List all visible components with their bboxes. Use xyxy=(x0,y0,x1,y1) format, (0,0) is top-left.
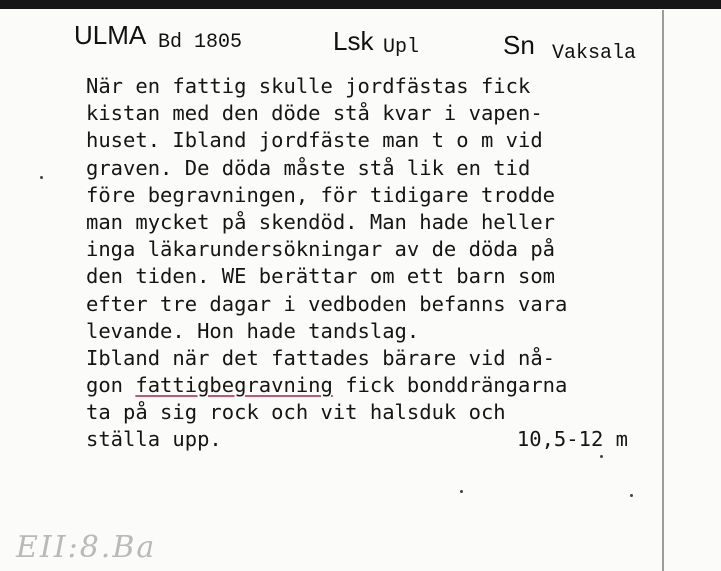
underlined-word: fattigbegravning xyxy=(135,373,333,398)
text-line-11: Ibland när det fattades bärare vid nå- xyxy=(86,345,555,370)
text-line-5: före begravningen, för tidigare trodde xyxy=(86,182,555,207)
speck xyxy=(460,490,463,493)
text-line-4: graven. De döda måste stå lik en tid xyxy=(86,155,531,180)
header-volume: Bd 1805 xyxy=(158,31,243,54)
text-line-8: den tiden. WE berättar om ett barn som xyxy=(86,264,555,289)
speck xyxy=(40,176,43,179)
text-line-12-suffix: fick bonddrängarna xyxy=(332,373,568,398)
text-line-12-prefix: gon xyxy=(86,373,136,398)
header-province-label: Lsk xyxy=(333,26,374,56)
header-place: ULMA xyxy=(74,20,147,50)
text-line-12 xyxy=(86,372,656,399)
scan-top-edge xyxy=(0,0,721,9)
card-text xyxy=(86,73,656,454)
measure-note: 10,5-12 m xyxy=(516,427,628,452)
card-margin-line xyxy=(662,10,664,571)
text-line-10: levande. Hon hade tandslag. xyxy=(86,318,420,343)
text-line-14 xyxy=(86,426,638,453)
text-line-2: kistan med den döde stå kvar i vapen- xyxy=(86,101,543,126)
speck xyxy=(630,494,633,497)
text-line-6: man mycket på skendöd. Man hade heller xyxy=(86,209,555,234)
header-province: Upl xyxy=(383,36,420,59)
speck xyxy=(600,455,603,458)
header-parish: Vaksala xyxy=(552,42,637,65)
text-line-1: När en fattig skulle jordfästas fick xyxy=(86,74,531,98)
text-line-14-content: ställa upp. xyxy=(86,427,222,452)
header-parish-label: Sn xyxy=(503,30,535,60)
archive-mark: EII:8.Ba xyxy=(16,530,157,565)
text-line-3: huset. Ibland jordfäste man t o m vid xyxy=(86,128,543,153)
text-line-13: ta på sig rock och vit halsduk och xyxy=(86,400,506,425)
text-line-7: inga läkarundersökningar av de döda på xyxy=(86,237,555,262)
text-line-9: efter tre dagar i vedboden befanns vara xyxy=(86,291,568,316)
